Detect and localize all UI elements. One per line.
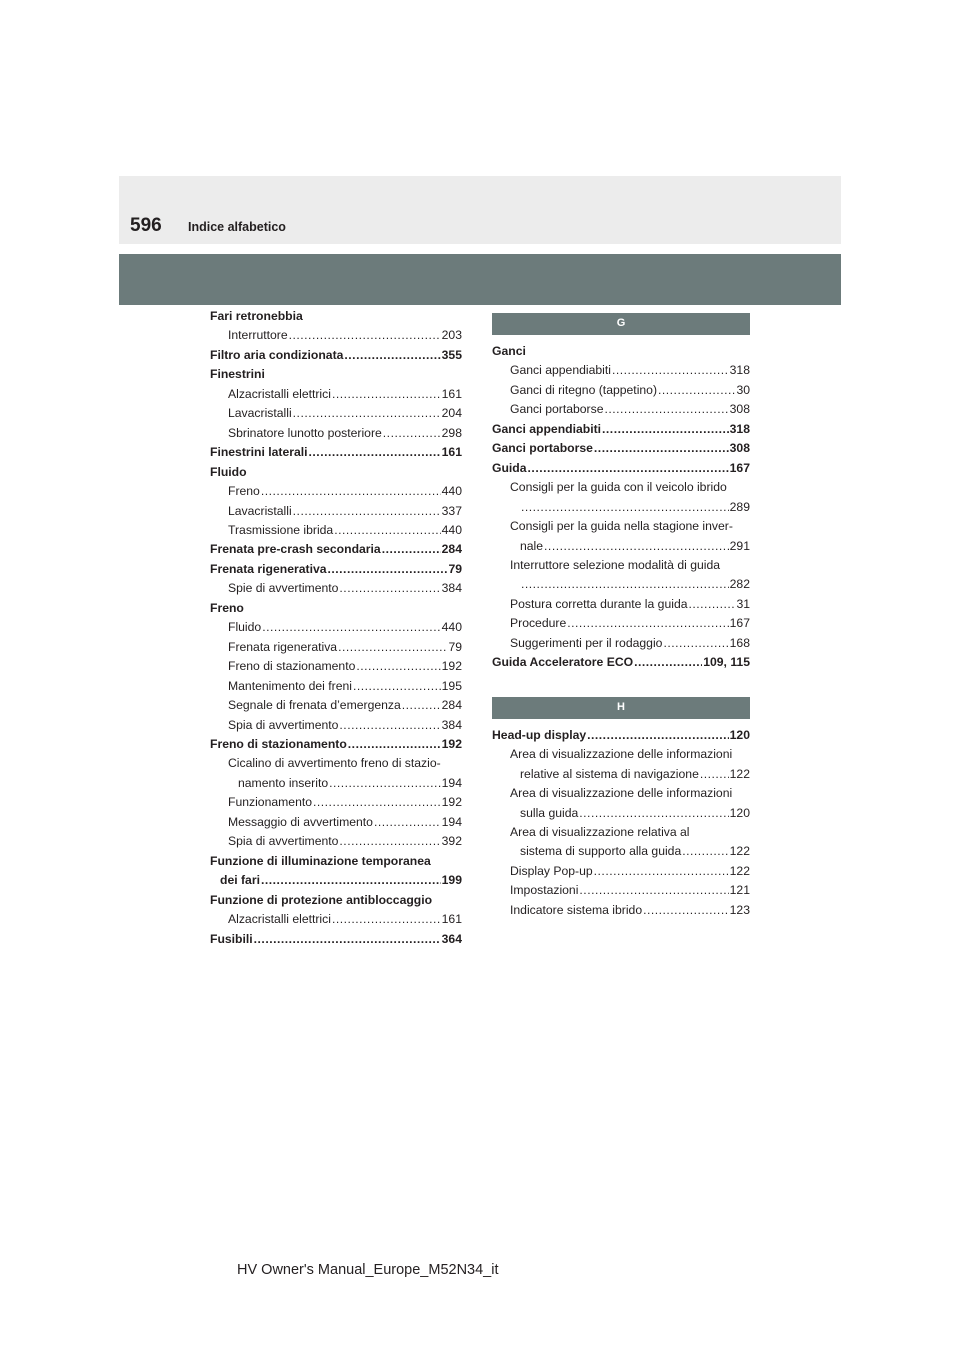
- index-right-column: [492, 313, 750, 920]
- index-subentry-line: Cicalino di avvertimento freno di stazio-: [228, 756, 441, 771]
- index-subentry: ..... 282: [492, 575, 750, 594]
- index-entry: Finestrini laterali ..... 161: [210, 443, 462, 462]
- index-entry: Freno di stazionamento ..... 192: [210, 735, 462, 754]
- index-entry: Frenata rigenerativa ..... 79: [210, 560, 462, 579]
- index-entry: Filtro aria condizionata ..... 355: [210, 346, 462, 365]
- index-subentry-line: Interruttore selezione modalità di guida: [510, 557, 721, 572]
- index-subentry: Funzionamento ..... 192: [210, 793, 462, 812]
- index-entry: Guida ..... 167: [492, 459, 750, 478]
- section-title: Indice alfabetico: [188, 220, 286, 234]
- index-heading: Funzione di protezione antibloccaggio: [210, 892, 433, 907]
- index-subentry: Spia di avvertimento ..... 384: [210, 716, 462, 735]
- index-subentry: Interruttore ..... 203: [210, 326, 462, 345]
- index-subentry: Display Pop-up ..... 122: [492, 862, 750, 881]
- index-subentry: Freno ..... 440: [210, 482, 462, 501]
- index-subentry: Freno di stazionamento ..... 192: [210, 657, 462, 676]
- index-subentry: Ganci appendiabiti ..... 318: [492, 361, 750, 380]
- index-subentry: Lavacristalli ..... 204: [210, 404, 462, 423]
- index-subentry-line: Consigli per la guida nella stagione inver-: [510, 519, 733, 534]
- index-subentry: Ganci portaborse ..... 308: [492, 400, 750, 419]
- index-subentry: Postura corretta durante la guida ..... 31: [492, 595, 750, 614]
- index-entry: Fusibili ..... 364: [210, 930, 462, 949]
- index-heading: Freno: [210, 600, 244, 615]
- index-entry: Ganci appendiabiti ..... 318: [492, 420, 750, 439]
- index-subentry: Procedure ..... 167: [492, 614, 750, 633]
- index-subentry: Spia di avvertimento ..... 392: [210, 832, 462, 851]
- index-heading: Funzione di illuminazione temporanea: [210, 853, 431, 868]
- index-subentry: Trasmissione ibrida ..... 440: [210, 521, 462, 540]
- index-subentry: Frenata rigenerativa ..... 79: [210, 638, 462, 657]
- index-subentry: relative al sistema di navigazione ..... 122: [492, 765, 750, 784]
- index-subentry: Spie di avvertimento ..... 384: [210, 579, 462, 598]
- index-heading: Ganci: [492, 344, 526, 358]
- index-subentry-line: Area di visualizzazione delle informazioni: [510, 786, 733, 801]
- index-subentry: sulla guida ..... 120: [492, 804, 750, 823]
- index-entry: Frenata pre-crash secondaria ..... 284: [210, 540, 462, 559]
- index-entry: Guida Acceleratore ECO ..... 109, 115: [492, 653, 750, 672]
- index-subentry: namento inserito ..... 194: [210, 774, 462, 793]
- index-entry: Head-up display ..... 120: [492, 726, 750, 745]
- index-subentry: Mantenimento dei freni ..... 195: [210, 677, 462, 696]
- index-subentry: Suggerimenti per il rodaggio ..... 168: [492, 634, 750, 653]
- page-number: 596: [130, 215, 162, 236]
- letter-divider-g: G: [492, 313, 750, 335]
- index-subentry: ..... 289: [492, 498, 750, 517]
- index-heading: Fluido: [210, 464, 247, 479]
- header-dark-band: [119, 254, 841, 305]
- index-subentry: Messaggio di avvertimento ..... 194: [210, 813, 462, 832]
- index-subentry-line: Area di visualizzazione relativa al: [510, 824, 690, 839]
- index-subentry: Indicatore sistema ibrido ..... 123: [492, 901, 750, 920]
- index-entry: dei fari ..... 199: [210, 871, 462, 890]
- index-subentry-line: Consigli per la guida con il veicolo ibrido: [510, 480, 727, 495]
- index-subentry: Fluido ..... 440: [210, 618, 462, 637]
- index-subentry: Impostazioni ..... 121: [492, 881, 750, 900]
- index-subentry: Lavacristalli ..... 337: [210, 502, 462, 521]
- index-subentry-line: Area di visualizzazione delle informazioni: [510, 747, 733, 762]
- footer-doc-id: HV Owner's Manual_Europe_M52N34_it: [237, 1262, 499, 1278]
- index-heading: Finestrini: [210, 367, 265, 382]
- index-heading: Fari retronebbia: [210, 309, 303, 323]
- index-entry: Ganci portaborse ..... 308: [492, 439, 750, 458]
- index-subentry: nale ..... 291: [492, 537, 750, 556]
- index-subentry: Ganci di ritegno (tappetino) ..... 30: [492, 381, 750, 400]
- index-subentry: Alzacristalli elettrici ..... 161: [210, 385, 462, 404]
- index-subentry: Sbrinatore lunotto posteriore ..... 298: [210, 424, 462, 443]
- index-subentry: Segnale di frenata d’emergenza ..... 284: [210, 696, 462, 715]
- index-subentry: sistema di supporto alla guida ..... 122: [492, 842, 750, 861]
- index-subentry: Alzacristalli elettrici ..... 161: [210, 910, 462, 929]
- index-left-column: [210, 307, 462, 949]
- letter-divider-h: H: [492, 697, 750, 719]
